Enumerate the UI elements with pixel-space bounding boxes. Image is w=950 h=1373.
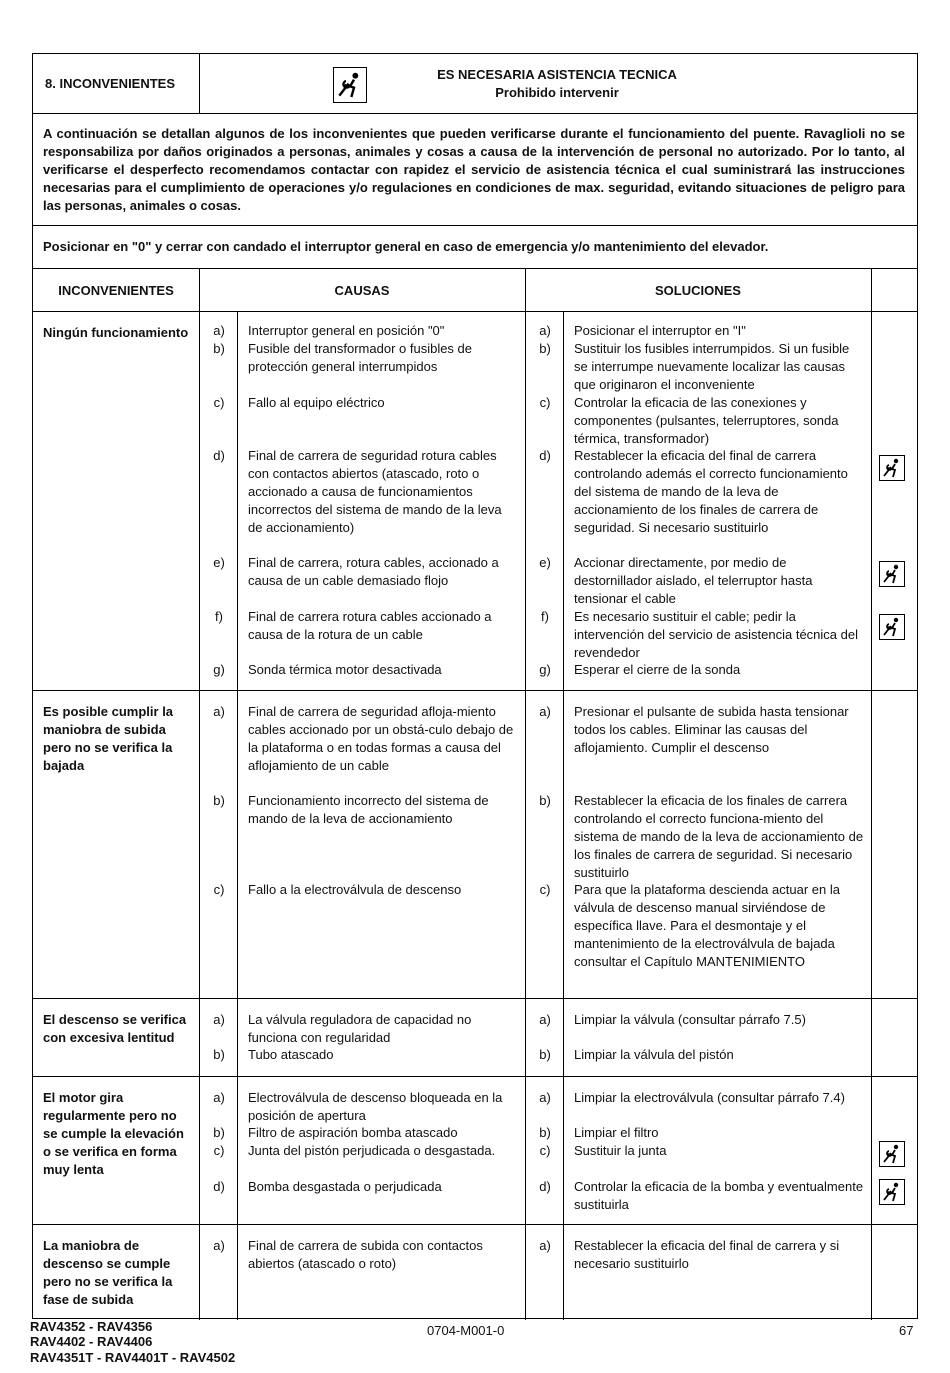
cause-text: Final de carrera de subida con contactos abiertos (atascado o roto) [248,1238,483,1271]
cause-letter: f) [215,609,223,624]
cause-text: Filtro de aspiración bomba atascado [248,1125,458,1140]
problem-no-operation: Ningún funcionamiento [43,325,189,340]
solution-text: Limpiar el filtro [574,1125,659,1140]
cause-letter: g) [213,662,225,677]
solution-letter: b) [539,1125,551,1140]
problem-no-ascent: La maniobra de descenso se cumple pero no se verifica la fase de subida [43,1238,173,1307]
solution-letter: c) [539,395,551,410]
footer-models-1: RAV4352 - RAV4356 [30,1319,153,1334]
cause-text: Fallo a la electroválvula de descenso [248,882,462,897]
problem-slow-descent: El descenso se verifica con excesiva lentitud [43,1012,187,1045]
solution-letter: a) [539,323,551,338]
solution-text: Accionar directamente, por medio de destornillador aislado, el telerruptor hasta tensionar el cable [574,555,813,606]
problem-no-descent: Es posible cumplir la maniobra de subida pero no se verifica la bajada [43,704,174,773]
solution-letter: b) [539,793,551,808]
solution-text: Sustituir los fusibles interrumpidos. Si un fusible se interrumpe nuevamente localizar las causas que originaron el inconveniente [574,341,850,392]
solution-letter: d) [539,1179,551,1194]
cause-letter: d) [213,448,225,463]
solution-text: Restablecer la eficacia del final de carrera y si necesario sustituirlo [574,1238,840,1271]
solution-letter: e) [539,555,551,570]
technician-wrench-icon [879,1179,905,1205]
solution-text: Controlar la eficacia de las conexiones y componentes (pulsantes, telerruptores, sonda térmica, transformador) [574,395,839,446]
solution-letter: f) [541,609,549,624]
cause-text: La válvula reguladora de capacidad no funciona con regularidad [248,1012,472,1045]
solution-letter: a) [539,1012,551,1027]
warning-line-1: ES NECESARIA ASISTENCIA TECNICA [437,67,677,82]
solution-text: Posicionar el interruptor en "I" [574,323,746,338]
cause-text: Final de carrera de seguridad rotura cables con contactos abiertos (atascado, roto o accionado a causa de funcionamientos incorrectos del sistema de mando de la leva de accionamiento) [248,448,502,535]
problem-no-lifting: El motor gira regularmente pero no se cumple la elevación o se verifica en forma muy lenta [43,1090,184,1177]
solution-text: Para que la plataforma descienda actuar en la válvula de descenso manual sirviéndose de específica llave. Para el desmontaje y el mantenimiento de la electroválvula de bajada consultar el Capítulo MANTENIMIENTO [574,882,840,969]
cause-letter: a) [213,1012,225,1027]
solution-text: Restablecer la eficacia de los finales de carrera controlando el correcto funciona-miento del sistema de mando de la leva de accionamiento de los finales de carrera de seguridad. Si necesario sustituirlo [574,793,864,880]
cause-letter: b) [213,1047,225,1062]
cause-text: Tubo atascado [248,1047,334,1062]
technician-wrench-icon [879,614,905,640]
column-header-causes: CAUSAS [334,283,390,298]
solution-letter: c) [539,1143,551,1158]
cause-letter: a) [213,704,225,719]
cause-letter: b) [213,341,225,356]
footer-document-code: 0704-M001-0 [427,1323,505,1338]
solution-letter: a) [539,1090,551,1105]
solution-letter: b) [539,1047,551,1062]
cause-letter: c) [213,395,225,410]
solution-text: Es necesario sustituir el cable; pedir la intervención del servicio de asistencia técnica del revendedor [574,609,858,660]
technician-wrench-icon [879,455,905,481]
solution-text: Esperar el cierre de la sonda [574,662,741,677]
technician-wrench-icon [333,67,367,103]
cause-letter: e) [213,555,225,570]
solution-letter: c) [539,882,551,897]
cause-text: Funcionamiento incorrecto del sistema de mando de la leva de accionamiento [248,793,489,826]
warning-line-2: Prohibido intervenir [495,85,619,100]
column-header-problems: INCONVENIENTES [58,283,174,298]
solution-text: Controlar la eficacia de la bomba y eventualmente sustituirla [574,1179,864,1212]
cause-letter: a) [213,1090,225,1105]
cause-letter: c) [213,1143,225,1158]
footer-models-3: RAV4351T - RAV4401T - RAV4502 [30,1350,236,1365]
cause-letter: d) [213,1179,225,1194]
intro-paragraph: A continuación se detallan algunos de los inconvenientes que pueden verificarse durante el funcionamiento del puente. Ravaglioli no se responsabiliza por daños originados a personas, animales y cosas a causa de la intervención de personal no autorizado. Por lo tanto, al verificarse el desperfecto recomendamos contactar con rapidez el servicio de asistencia técnica el cual suministrará las instrucciones necesarias para el cumplimiento de operaciones y/o regulaciones en condiciones de max. seguridad, evitando situaciones de peligro para las personas, animales o cosas. [43,126,905,213]
cause-text: Final de carrera de seguridad afloja-miento cables accionado por un obstá-culo debajo de la plataforma o en todas formas a causa del aflojamiento de un cable [248,704,514,773]
cause-letter: b) [213,1125,225,1140]
solution-letter: d) [539,448,551,463]
technician-wrench-icon [879,561,905,587]
solution-text: Limpiar la electroválvula (consultar párrafo 7.4) [574,1090,845,1105]
cause-letter: a) [213,323,225,338]
cause-text: Interruptor general en posición "0" [248,323,445,338]
cause-text: Bomba desgastada o perjudicada [248,1179,442,1194]
solution-letter: a) [539,704,551,719]
cause-letter: c) [213,882,225,897]
cause-text: Electroválvula de descenso bloqueada en la posición de apertura [248,1090,503,1123]
solution-letter: a) [539,1238,551,1253]
section-title: 8. INCONVENIENTES [45,76,176,91]
technician-wrench-icon [879,1141,905,1167]
cause-text: Final de carrera rotura cables accionado a causa de la rotura de un cable [248,609,492,642]
solution-letter: g) [539,662,551,677]
cause-text: Sonda térmica motor desactivada [248,662,442,677]
cause-text: Junta del pistón perjudicada o desgastada. [248,1143,496,1158]
troubleshooting-table [32,53,918,1319]
page-number: 67 [899,1323,914,1338]
solution-text: Limpiar la válvula (consultar párrafo 7.5) [574,1012,806,1027]
solution-text: Restablecer la eficacia del final de carrera controlando además el correcto funcionamiento del sistema de mando de la leva de accionamiento de los finales de carrera de seguridad. Si necesario sustituirlo [574,448,848,535]
cause-text: Fallo al equipo eléctrico [248,395,385,410]
solution-letter: b) [539,341,551,356]
solution-text: Presionar el pulsante de subida hasta tensionar todos los cables. Eliminar las causas del aflojamiento. Cumplir el descenso [574,704,849,755]
solution-text: Sustituir la junta [574,1143,667,1158]
solution-text: Limpiar la válvula del pistón [574,1047,734,1062]
cause-text: Fusible del transformador o fusibles de protección general interrumpidos [248,341,473,374]
cause-letter: a) [213,1238,225,1253]
cause-text: Final de carrera, rotura cables, accionado a causa de un cable demasiado flojo [248,555,499,588]
footer-models-2: RAV4402 - RAV4406 [30,1334,153,1349]
column-header-solutions: SOLUCIONES [655,283,741,298]
emergency-note: Posicionar en "0" y cerrar con candado el interruptor general en caso de emergencia y/o mantenimiento del elevador. [43,239,769,254]
cause-letter: b) [213,793,225,808]
